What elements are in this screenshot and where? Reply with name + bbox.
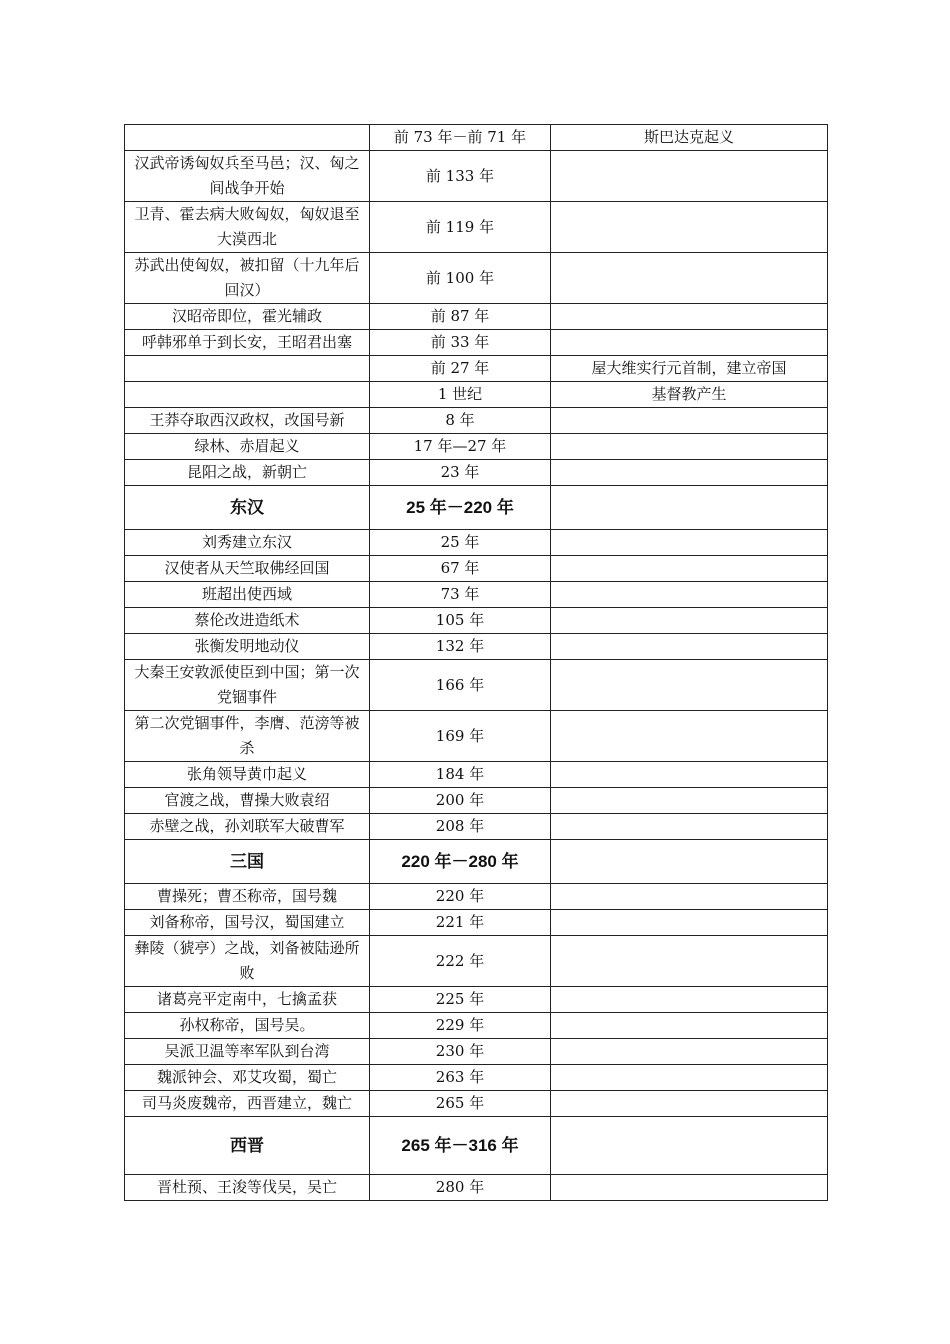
table-row xyxy=(125,151,828,202)
table-row xyxy=(125,253,828,304)
event-cell: 张衡发明地动仪 xyxy=(125,634,370,660)
period-header-row xyxy=(125,1117,828,1175)
event-cell: 第二次党锢事件，李膺、范滂等被杀 xyxy=(125,711,370,762)
world-event-cell xyxy=(551,634,828,660)
date-cell: 25 年 xyxy=(370,530,551,556)
date-cell: 67 年 xyxy=(370,556,551,582)
event-cell: 晋杜预、王浚等伐吴，吴亡 xyxy=(125,1175,370,1201)
date-cell: 前 87 年 xyxy=(370,304,551,330)
event-cell xyxy=(125,356,370,382)
table-row xyxy=(125,1013,828,1039)
event-cell: 蔡伦改进造纸术 xyxy=(125,608,370,634)
table-row xyxy=(125,330,828,356)
period-header-row xyxy=(125,486,828,530)
world-event-cell xyxy=(551,556,828,582)
event-cell: 苏武出使匈奴，被扣留（十九年后回汉） xyxy=(125,253,370,304)
event-cell: 彝陵（猇亭）之战，刘备被陆逊所败 xyxy=(125,936,370,987)
event-cell: 司马炎废魏帝，西晋建立，魏亡 xyxy=(125,1091,370,1117)
table-row xyxy=(125,711,828,762)
event-cell: 吴派卫温等率军队到台湾 xyxy=(125,1039,370,1065)
world-event-cell xyxy=(551,987,828,1013)
event-cell: 赤壁之战，孙刘联军大破曹军 xyxy=(125,814,370,840)
date-cell: 220 年－280 年 xyxy=(370,840,551,884)
date-cell: 265 年 xyxy=(370,1091,551,1117)
world-event-cell xyxy=(551,460,828,486)
date-cell: 前 133 年 xyxy=(370,151,551,202)
table-row xyxy=(125,910,828,936)
table-row xyxy=(125,788,828,814)
event-cell: 诸葛亮平定南中，七擒孟获 xyxy=(125,987,370,1013)
event-cell: 张角领导黄巾起义 xyxy=(125,762,370,788)
event-cell: 西晋 xyxy=(125,1117,370,1175)
table-row xyxy=(125,382,828,408)
date-cell: 221 年 xyxy=(370,910,551,936)
event-cell: 呼韩邪单于到长安，王昭君出塞 xyxy=(125,330,370,356)
world-event-cell xyxy=(551,330,828,356)
world-event-cell xyxy=(551,408,828,434)
world-event-cell xyxy=(551,814,828,840)
date-cell: 前 27 年 xyxy=(370,356,551,382)
event-cell: 曹操死；曹丕称帝，国号魏 xyxy=(125,884,370,910)
table-row xyxy=(125,125,828,151)
event-cell: 魏派钟会、邓艾攻蜀，蜀亡 xyxy=(125,1065,370,1091)
table-row xyxy=(125,1091,828,1117)
table-row xyxy=(125,304,828,330)
world-event-cell xyxy=(551,202,828,253)
table-row xyxy=(125,814,828,840)
table-row xyxy=(125,936,828,987)
date-cell: 169 年 xyxy=(370,711,551,762)
world-event-cell xyxy=(551,530,828,556)
world-event-cell xyxy=(551,434,828,460)
world-event-cell xyxy=(551,151,828,202)
world-event-cell xyxy=(551,1117,828,1175)
world-event-cell: 屋大维实行元首制，建立帝国 xyxy=(551,356,828,382)
date-cell: 184 年 xyxy=(370,762,551,788)
table-row xyxy=(125,884,828,910)
world-event-cell xyxy=(551,1091,828,1117)
event-cell: 汉使者从天竺取佛经回国 xyxy=(125,556,370,582)
event-cell: 昆阳之战，新朝亡 xyxy=(125,460,370,486)
table-row xyxy=(125,1175,828,1201)
date-cell: 222 年 xyxy=(370,936,551,987)
event-cell: 官渡之战，曹操大败袁绍 xyxy=(125,788,370,814)
world-event-cell xyxy=(551,711,828,762)
date-cell: 132 年 xyxy=(370,634,551,660)
date-cell: 225 年 xyxy=(370,987,551,1013)
table-row xyxy=(125,556,828,582)
world-event-cell xyxy=(551,1039,828,1065)
date-cell: 前 100 年 xyxy=(370,253,551,304)
event-cell: 大秦王安敦派使臣到中国；第一次党锢事件 xyxy=(125,660,370,711)
table-row xyxy=(125,434,828,460)
date-cell: 25 年－220 年 xyxy=(370,486,551,530)
world-event-cell xyxy=(551,1013,828,1039)
world-event-cell xyxy=(551,608,828,634)
date-cell: 前 119 年 xyxy=(370,202,551,253)
event-cell: 班超出使西域 xyxy=(125,582,370,608)
date-cell: 前 33 年 xyxy=(370,330,551,356)
event-cell: 东汉 xyxy=(125,486,370,530)
table-row xyxy=(125,1039,828,1065)
date-cell: 1 世纪 xyxy=(370,382,551,408)
event-cell: 三国 xyxy=(125,840,370,884)
event-cell: 刘备称帝，国号汉，蜀国建立 xyxy=(125,910,370,936)
event-cell xyxy=(125,125,370,151)
event-cell: 绿林、赤眉起义 xyxy=(125,434,370,460)
date-cell: 前 73 年－前 71 年 xyxy=(370,125,551,151)
event-cell: 孙权称帝，国号吴。 xyxy=(125,1013,370,1039)
table-row xyxy=(125,356,828,382)
date-cell: 208 年 xyxy=(370,814,551,840)
event-cell: 汉武帝诱匈奴兵至马邑；汉、匈之间战争开始 xyxy=(125,151,370,202)
event-cell: 汉昭帝即位，霍光辅政 xyxy=(125,304,370,330)
date-cell: 230 年 xyxy=(370,1039,551,1065)
date-cell: 263 年 xyxy=(370,1065,551,1091)
date-cell: 229 年 xyxy=(370,1013,551,1039)
table-row xyxy=(125,408,828,434)
world-event-cell xyxy=(551,936,828,987)
world-event-cell: 斯巴达克起义 xyxy=(551,125,828,151)
table-row xyxy=(125,1065,828,1091)
date-cell: 166 年 xyxy=(370,660,551,711)
event-cell: 王莽夺取西汉政权，改国号新 xyxy=(125,408,370,434)
world-event-cell xyxy=(551,253,828,304)
date-cell: 8 年 xyxy=(370,408,551,434)
world-event-cell xyxy=(551,1065,828,1091)
date-cell: 220 年 xyxy=(370,884,551,910)
table-row xyxy=(125,608,828,634)
date-cell: 17 年—27 年 xyxy=(370,434,551,460)
date-cell: 23 年 xyxy=(370,460,551,486)
world-event-cell xyxy=(551,840,828,884)
table-row xyxy=(125,660,828,711)
world-event-cell xyxy=(551,486,828,530)
date-cell: 105 年 xyxy=(370,608,551,634)
table-row xyxy=(125,634,828,660)
world-event-cell xyxy=(551,582,828,608)
world-event-cell xyxy=(551,910,828,936)
table-row xyxy=(125,582,828,608)
table-row xyxy=(125,530,828,556)
timeline-body xyxy=(125,125,828,1201)
world-event-cell xyxy=(551,304,828,330)
table-row xyxy=(125,460,828,486)
event-cell: 刘秀建立东汉 xyxy=(125,530,370,556)
date-cell: 73 年 xyxy=(370,582,551,608)
world-event-cell: 基督教产生 xyxy=(551,382,828,408)
table-row xyxy=(125,202,828,253)
table-row xyxy=(125,762,828,788)
date-cell: 265 年－316 年 xyxy=(370,1117,551,1175)
period-header-row xyxy=(125,840,828,884)
world-event-cell xyxy=(551,884,828,910)
event-cell xyxy=(125,382,370,408)
world-event-cell xyxy=(551,762,828,788)
event-cell: 卫青、霍去病大败匈奴，匈奴退至大漠西北 xyxy=(125,202,370,253)
date-cell: 200 年 xyxy=(370,788,551,814)
table-row xyxy=(125,987,828,1013)
world-event-cell xyxy=(551,788,828,814)
history-timeline-table xyxy=(124,124,828,1201)
world-event-cell xyxy=(551,660,828,711)
world-event-cell xyxy=(551,1175,828,1201)
date-cell: 280 年 xyxy=(370,1175,551,1201)
